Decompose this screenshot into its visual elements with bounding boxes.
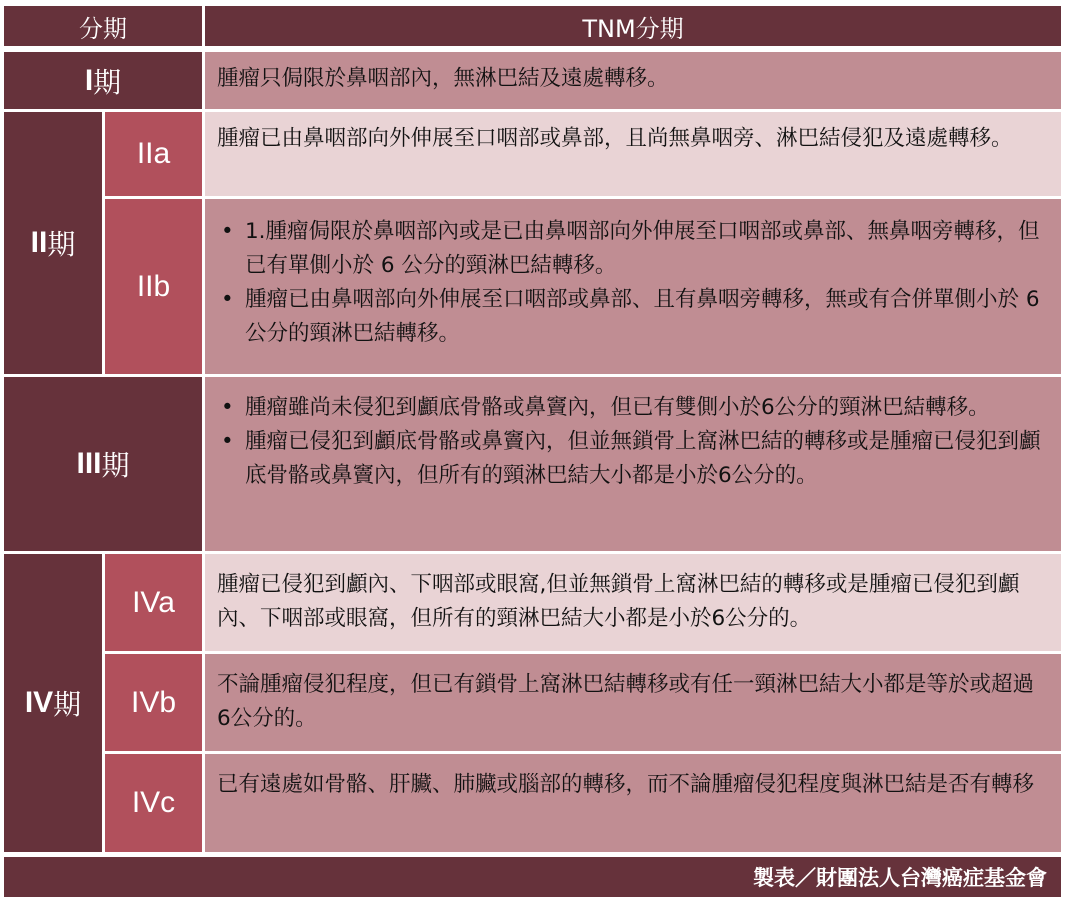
stage-3-bullet-2-text: 腫瘤已侵犯到顱底骨骼或鼻竇內，但並無鎖骨上窩淋巴結的轉移或是腫瘤已侵犯到顱底骨骼或鼻竇內，但所有的頸淋巴結大小都是小於6公分的。 <box>245 429 1041 488</box>
stage-4c-desc-text: 已有遠處如骨骼、肝臟、肺臟或腦部的轉移，而不論腫瘤侵犯程度與淋巴結是否有轉移 <box>217 772 1035 797</box>
stage-1-desc <box>205 52 1061 109</box>
stage-4c-desc <box>205 754 1061 852</box>
header-tnm <box>205 6 1061 46</box>
stage-2-cell <box>4 112 102 374</box>
stage-3-bullet-1: • 腫瘤雖尚未侵犯到顱底骨骼或鼻竇內，但已有雙側小於6公分的頸淋巴結轉移。 <box>221 395 990 420</box>
stage-2a-desc <box>205 112 1061 196</box>
stage-3-desc <box>205 377 1061 551</box>
stage-3-list <box>217 391 1041 493</box>
stage-4b-desc <box>205 654 1061 751</box>
stage-3-bullet-2: • 腫瘤已侵犯到顱底骨骼或鼻竇內，但並無鎖骨上窩淋巴結的轉移或是腫瘤已侵犯到顱底骨骼或鼻竇內，但所有的頸淋巴結大小都是小於6公分的。 <box>221 429 1041 488</box>
stage-2a-label: IIa <box>136 137 171 170</box>
stage-4-suffix: 期 <box>53 688 82 721</box>
stage-4a-desc-text: 腫瘤已侵犯到顱內、下咽部或眼窩,但並無鎖骨上窩淋巴結的轉移或是腫瘤已侵犯到顱內、下咽部或眼窩，但所有的頸淋巴結大小都是小於6公分的。 <box>217 572 1020 631</box>
stage-2a-cell <box>105 112 202 196</box>
stage-4-cell <box>4 554 102 852</box>
stage-4-num: IV <box>24 686 54 719</box>
stage-4c-label: IVc <box>131 786 176 819</box>
stage-2b-bullet-1-text: 1.腫瘤侷限於鼻咽部內或是已由鼻咽部向外伸展至口咽部或鼻部、無鼻咽旁轉移，但已有單側小於 6 公分的頸淋巴結轉移。 <box>245 219 1040 278</box>
stage-3-cell <box>4 377 202 551</box>
header-stage <box>4 6 202 46</box>
stage-2b-desc <box>205 199 1061 374</box>
stage-4a-label: IVa <box>132 585 175 619</box>
stage-1-suffix: 期 <box>93 65 122 99</box>
footer-credit <box>4 857 1061 897</box>
stage-2b-label: IIb <box>136 269 171 303</box>
stage-4b-cell <box>105 654 202 751</box>
stage-2b-cell <box>105 199 202 374</box>
stage-1-cell <box>4 52 202 109</box>
stage-4c-cell <box>105 754 202 852</box>
stage-4a-desc <box>205 554 1061 651</box>
stage-2b-bullet-1: • 1.腫瘤侷限於鼻咽部內或是已由鼻咽部向外伸展至口咽部或鼻部、無鼻咽旁轉移，但已有單側小於 6 公分的頸淋巴結轉移。 <box>221 219 1040 278</box>
stage-3-num: III <box>76 447 102 480</box>
stage-2-suffix: 期 <box>47 228 76 261</box>
stage-2b-bullet-2: • 腫瘤已由鼻咽部向外伸展至口咽部或鼻部、且有鼻咽旁轉移，無或有合併單側小於 6 公分的頸淋巴結轉移。 <box>221 287 1040 346</box>
stage-4b-label: IVb <box>130 685 177 719</box>
stage-1-desc-text: 腫瘤只侷限於鼻咽部內，無淋巴結及遠處轉移。 <box>217 66 669 91</box>
header-tnm-label: TNM分期 <box>582 14 684 43</box>
stage-4a-cell <box>105 554 202 651</box>
stage-2-num: II <box>30 226 48 259</box>
stage-2a-desc-text: 腫瘤已由鼻咽部向外伸展至口咽部或鼻部，且尚無鼻咽旁、淋巴結侵犯及遠處轉移。 <box>217 126 1013 151</box>
footer-credit-text: 製表／財團法人台灣癌症基金會 <box>753 866 1047 890</box>
header-stage-label: 分期 <box>79 14 127 43</box>
stage-2b-list <box>217 215 1041 351</box>
stage-4b-desc-text: 不論腫瘤侵犯程度，但已有鎖骨上窩淋巴結轉移或有任一頸淋巴結大小都是等於或超過6公分的。 <box>217 672 1035 731</box>
stage-2b-bullet-2-text: 腫瘤已由鼻咽部向外伸展至口咽部或鼻部、且有鼻咽旁轉移，無或有合併單側小於 6 公分的頸淋巴結轉移。 <box>245 287 1040 346</box>
stage-3-suffix: 期 <box>101 449 130 482</box>
stage-3-bullet-1-text: 腫瘤雖尚未侵犯到顱底骨骼或鼻竇內，但已有雙側小於6公分的頸淋巴結轉移。 <box>245 395 990 420</box>
stage-1-num: I <box>84 63 94 97</box>
